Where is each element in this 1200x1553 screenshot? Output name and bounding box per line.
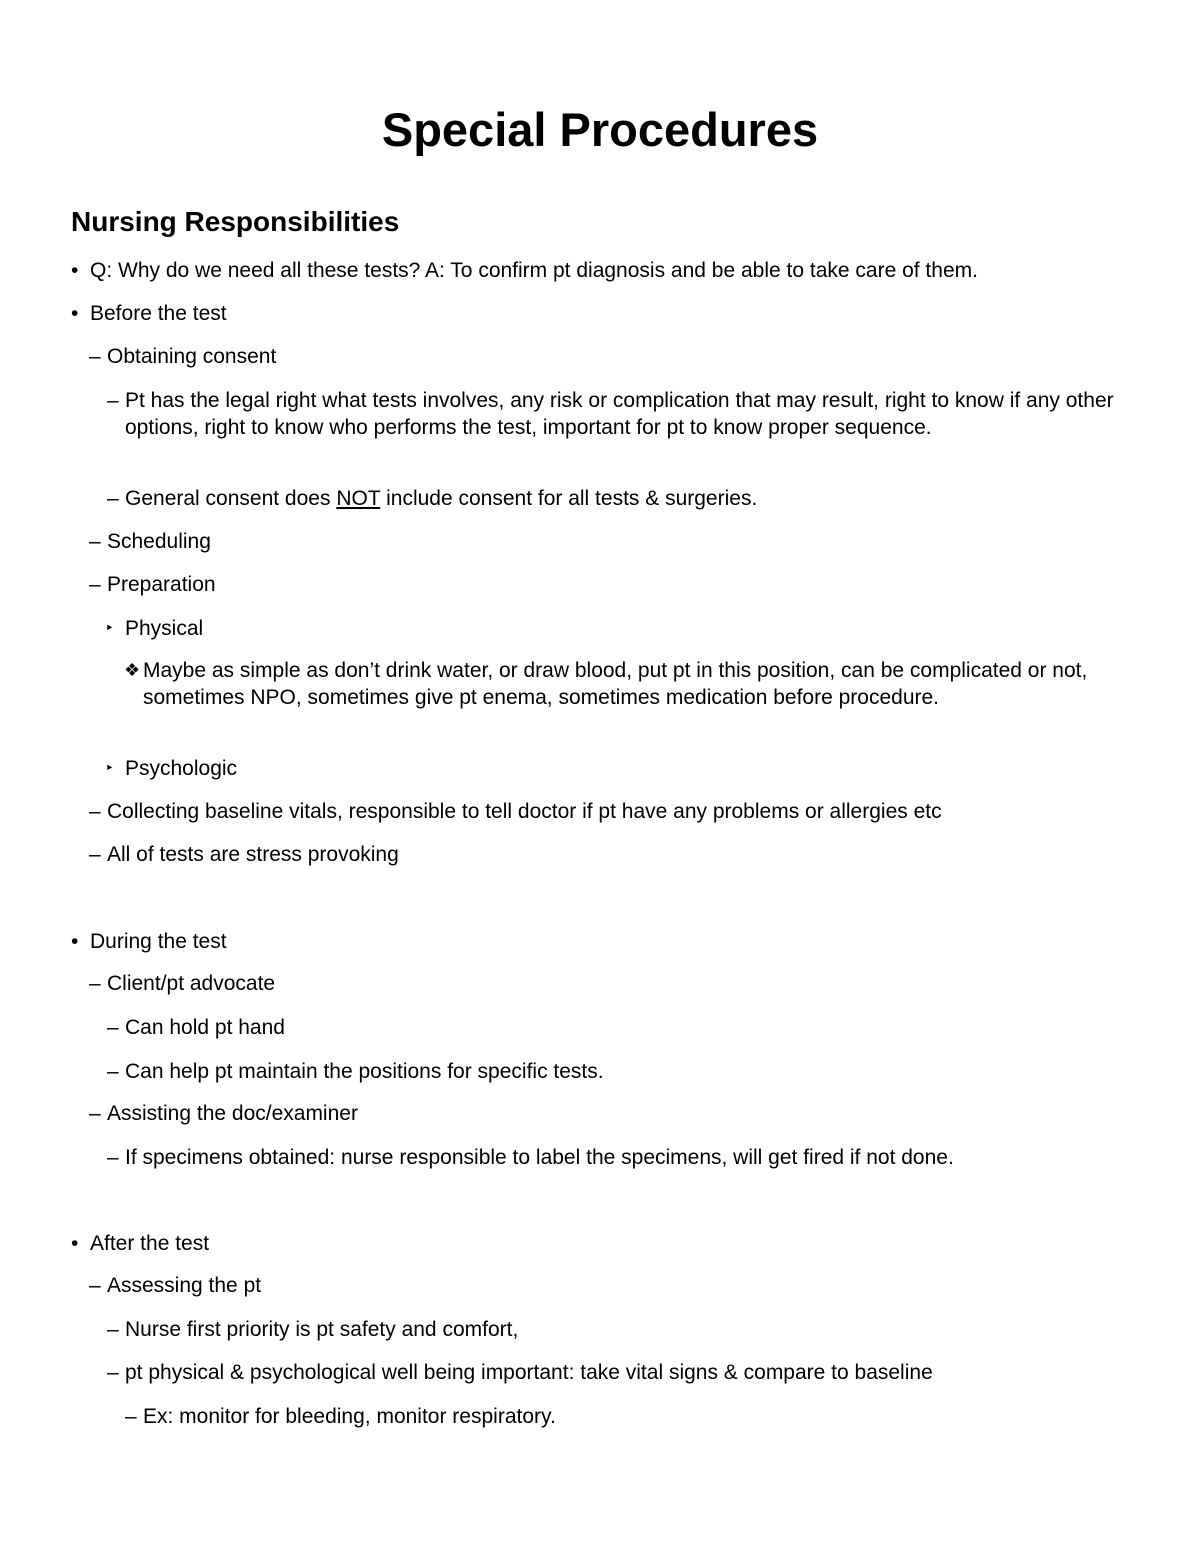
- list-item-physical: [105, 615, 204, 642]
- list-item-text: Psychologic: [125, 757, 238, 780]
- list-item-collecting-vitals: [89, 798, 942, 825]
- list-item-text: Nurse first priority is pt safety and comfort,: [125, 1318, 519, 1341]
- dash-marker: –: [89, 573, 101, 596]
- diamond-marker: ❖: [124, 660, 141, 680]
- list-item-stress: [89, 841, 399, 868]
- list-item-text: Assisting the doc/examiner: [107, 1102, 358, 1125]
- list-item-text: Preparation: [107, 573, 216, 596]
- dash-marker: –: [89, 345, 101, 368]
- list-item-text: pt physical & psychological well being important: take vital signs & compare to baseline: [125, 1361, 933, 1384]
- arrow-marker: ‣: [105, 620, 114, 637]
- dash-marker: –: [107, 1318, 119, 1341]
- list-item-before-test: [71, 300, 227, 327]
- list-item-question: [71, 257, 978, 284]
- list-item-text: Obtaining consent: [107, 345, 277, 368]
- list-item-maybe-simple: [124, 657, 1093, 711]
- list-item-text: After the test: [90, 1232, 210, 1255]
- list-item-text: Scheduling: [107, 530, 211, 553]
- list-item-text: Maybe as simple as don’t drink water, or draw blood, put pt in this position, can be complicated or not, sometimes NPO, sometimes give pt enema, sometimes medication before procedure.: [143, 659, 1088, 709]
- list-item-legal-right: [107, 387, 1135, 441]
- list-item-general-consent: [107, 485, 758, 512]
- list-item-text: Client/pt advocate: [107, 972, 276, 995]
- list-item-text: Can hold pt hand: [125, 1016, 285, 1039]
- list-item-scheduling: [89, 528, 211, 555]
- list-item-during-test: [71, 928, 227, 955]
- list-item-preparation: [89, 571, 216, 598]
- list-item-text: During the test: [90, 930, 227, 953]
- dash-marker: –: [89, 1274, 101, 1297]
- dash-marker: –: [89, 843, 101, 866]
- dash-marker: –: [107, 389, 119, 412]
- dash-marker: –: [107, 1146, 119, 1169]
- list-item-text: Can help pt maintain the positions for specific tests.: [125, 1060, 604, 1083]
- bullet-marker: •: [71, 1232, 79, 1255]
- list-item-assessing: [89, 1272, 262, 1299]
- list-item-wellbeing: [107, 1359, 933, 1386]
- bullet-marker: •: [71, 259, 79, 282]
- list-item-text: If specimens obtained: nurse responsible to label the specimens, will get fired if not done.: [125, 1146, 954, 1169]
- list-item-text: Collecting baseline vitals, responsible to tell doctor if pt have any problems or allergies etc: [107, 800, 942, 823]
- bullet-marker: •: [71, 930, 79, 953]
- list-item-text: Before the test: [90, 302, 227, 325]
- dash-marker: –: [107, 487, 119, 510]
- list-item-specimens: [107, 1144, 954, 1171]
- list-item-after-test: [71, 1230, 210, 1257]
- arrow-marker: ‣: [105, 760, 114, 777]
- list-item-text: General consent does: [125, 487, 337, 510]
- list-item-text: Pt has the legal right what tests involves, any risk or complication that may result, right to know if any other options, right to know who performs the test, important for pt to know proper sequence.: [125, 389, 1114, 439]
- list-item-text: Assessing the pt: [107, 1274, 262, 1297]
- dash-marker: –: [89, 530, 101, 553]
- dash-marker: –: [125, 1405, 137, 1428]
- section-heading: Nursing Responsibilities: [71, 206, 400, 237]
- list-item-priority: [107, 1316, 519, 1343]
- list-item-obtaining-consent: [89, 343, 277, 370]
- list-item-hold-hand: [107, 1014, 285, 1041]
- dash-marker: –: [107, 1060, 119, 1083]
- emphasis-not: NOT: [336, 487, 381, 510]
- list-item-text: All of tests are stress provoking: [107, 843, 399, 866]
- dash-marker: –: [89, 972, 101, 995]
- list-item-example: [125, 1403, 556, 1430]
- bullet-marker: •: [71, 302, 79, 325]
- list-item-text: Q: Why do we need all these tests? A: To confirm pt diagnosis and be able to take care of them.: [90, 259, 978, 282]
- list-item-assisting: [89, 1100, 358, 1127]
- dash-marker: –: [89, 1102, 101, 1125]
- dash-marker: –: [89, 800, 101, 823]
- dash-marker: –: [107, 1016, 119, 1039]
- list-item-text: Physical: [125, 617, 204, 640]
- dash-marker: –: [107, 1361, 119, 1384]
- list-item-advocate: [89, 970, 276, 997]
- list-item-psychologic: [105, 755, 238, 782]
- page-title: Special Procedures: [381, 103, 819, 156]
- list-item-text: include consent for all tests & surgeries.: [380, 487, 758, 510]
- list-item-text: Ex: monitor for bleeding, monitor respiratory.: [143, 1405, 556, 1428]
- list-item-maintain-position: [107, 1058, 604, 1085]
